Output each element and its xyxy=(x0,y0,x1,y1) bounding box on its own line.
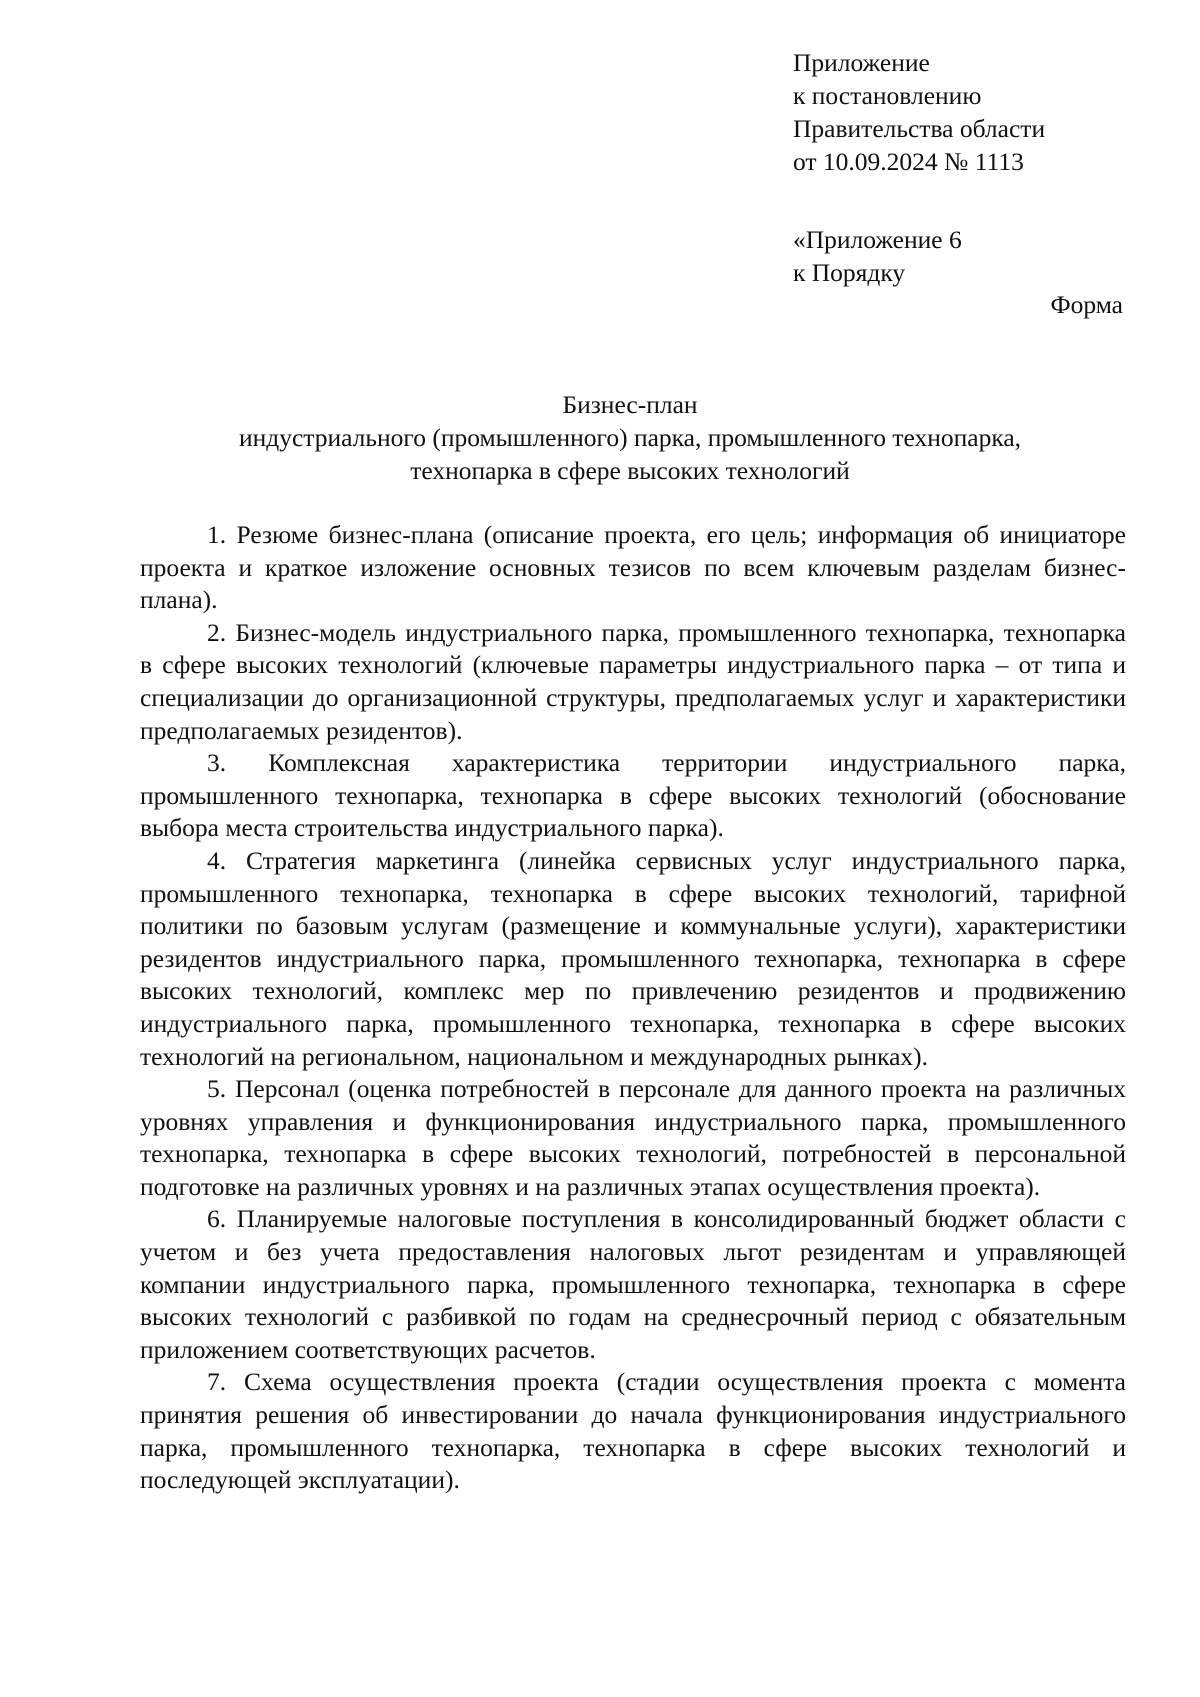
annex-reference xyxy=(793,223,962,289)
section-paragraph: 3. Комплексная характеристика территории индустриального парка, промышленного технопарка, технопарка в сфере высоких технологий (обоснование выбора места строительства индустриального парка). xyxy=(140,748,1126,843)
header-line: от 10.09.2024 № 1113 xyxy=(793,147,1024,176)
document-title xyxy=(140,388,1120,487)
form-label: Форма xyxy=(1050,290,1123,319)
title-line: технопарка в сфере высоких технологий xyxy=(410,456,850,485)
section-paragraph: 5. Персонал (оценка потребностей в персонале для данного проекта на различных уровнях управления и функционирования индустриального парка, промышленного технопарка, технопарка в сфере высоких технологий, потребностей в персональной подготовке на различных уровнях и на различных этапах осуществления проекта). xyxy=(140,1074,1126,1201)
header-line: к постановлению xyxy=(793,81,982,110)
section-paragraph: 2. Бизнес-модель индустриального парка, промышленного технопарка, технопарка в сфере высоких технологий (ключевые параметры индустриального парка – от типа и специализации до организационной структуры, предполагаемых услуг и характеристики предполагаемых резидентов). xyxy=(140,617,1126,745)
section-paragraph: 7. Схема осуществления проекта (стадии осуществления проекта с момента принятия решения об инвестировании до начала функционирования индустриального парка, промышленного технопарка, технопарка в сфере высоких технологий и последующей эксплуатации). xyxy=(140,1367,1126,1495)
section-paragraph: 6. Планируемые налоговые поступления в консолидированный бюджет области с учетом и без учета предоставления налоговых льгот резидентам и управляющей компании индустриального парка, промышленного технопарка, технопарка в сфере высоких технологий с разбивкой по годам на среднесрочный период с обязательным приложением соответствующих расчетов. xyxy=(140,1204,1126,1364)
annex-line: к Порядку xyxy=(793,258,906,287)
header-line: Правительства области xyxy=(793,114,1046,143)
title-line: индустриального (промышленного) парка, промышленного технопарка, xyxy=(238,423,1022,452)
header-line: Приложение xyxy=(793,48,930,77)
section-paragraph: 1. Резюме бизнес-плана (описание проекта, его цель; информация об инициаторе проекта и краткое изложение основных тезисов по всем ключевым разделам бизнес-плана). xyxy=(140,520,1126,615)
section-paragraph: 4. Стратегия маркетинга (линейка сервисных услуг индустриального парка, промышленного технопарка, технопарка в сфере высоких технологий, тарифной политики по базовым услугам (размещение и коммунальные услуги), характеристики резидентов индустриального парка, промышленного технопарка, технопарка в сфере высоких технологий, комплекс мер по привлечению резидентов и продвижению индустриального парка, промышленного технопарка, технопарка в сфере высоких технологий на региональном, национальном и международных рынках). xyxy=(140,845,1126,1071)
document-body xyxy=(140,519,1126,1497)
annex-line: «Приложение 6 xyxy=(793,225,962,254)
approval-header xyxy=(793,46,1045,178)
title-line: Бизнес-план xyxy=(562,390,698,419)
